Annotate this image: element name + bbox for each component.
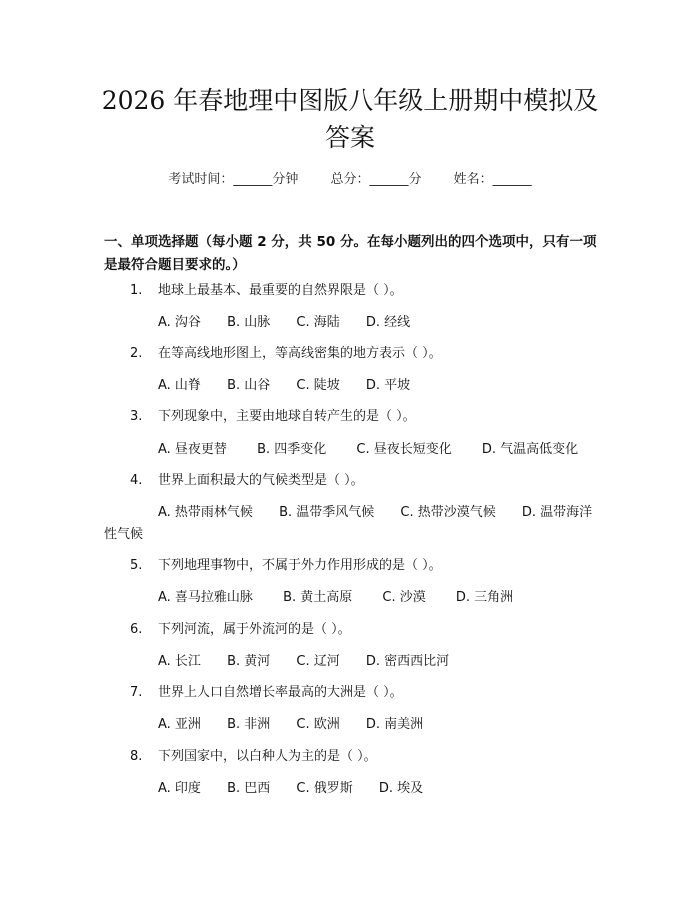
exam-info-line (0, 168, 700, 187)
question-options (158, 375, 432, 397)
option-d: D. 平坡 (365, 378, 411, 393)
option-a: A. 山脊 (158, 378, 201, 393)
option-c: C. 热带沙漠气候 (400, 505, 496, 520)
question-options (158, 778, 445, 800)
question-number: 6. (130, 622, 143, 637)
question-stem: 在等高线地形图上，等高线密集的地方表示（ ）。 (158, 346, 442, 361)
question-stem: 世界上面积最大的气候类型是（ ）。 (158, 473, 364, 488)
option-d: D. 气温高低变化 (481, 442, 579, 457)
option-b: B. 非洲 (227, 717, 271, 732)
question-stem: 下列现象中，主要由地球自转产生的是（ ）。 (158, 409, 416, 424)
option-b: B. 黄河 (227, 654, 271, 669)
option-a: A. 印度 (158, 781, 201, 796)
option-b: B. 四季变化 (257, 442, 327, 457)
option-d: D. 密西西比河 (365, 654, 450, 669)
option-c: C. 辽河 (296, 654, 340, 669)
option-d: D. 南美洲 (365, 717, 424, 732)
question-stem: 世界上人口自然增长率最高的大洲是（ ）。 (158, 685, 403, 700)
question-number: 2. (130, 346, 143, 361)
option-b: B. 山谷 (227, 378, 271, 393)
option-b: B. 山脉 (227, 315, 271, 330)
option-d: D. 埃及 (378, 781, 424, 796)
document-title (60, 82, 640, 156)
question-options (158, 587, 539, 609)
question-number: 5. (130, 558, 143, 573)
option-c: C. 沙漠 (382, 590, 426, 605)
question-options (158, 312, 432, 334)
question-options (104, 502, 600, 546)
option-b: B. 黄土高原 (283, 590, 353, 605)
question-stem: 下列地理事物中，不属于外力作用形成的是（ ）。 (158, 558, 442, 573)
exam-name: 姓名：______ (453, 172, 532, 187)
option-a: A. 昼夜更替 (158, 442, 227, 457)
option-a: A. 沟谷 (158, 315, 201, 330)
question-number: 7. (130, 685, 143, 700)
exam-time: 考试时间：______分钟 (168, 172, 299, 187)
option-a: A. 亚洲 (158, 717, 201, 732)
exam-score: 总分：______分 (330, 172, 422, 187)
option-d: D. 三角洲 (455, 590, 514, 605)
option-a: A. 长江 (158, 654, 201, 669)
question-stem: 下列河流，属于外流河的是（ ）。 (158, 622, 351, 637)
question-options (158, 714, 445, 736)
option-c: C. 俄罗斯 (296, 781, 353, 796)
question-number: 4. (130, 473, 143, 488)
question-stem: 下列国家中，以白种人为主的是（ ）。 (158, 749, 377, 764)
option-d: D. 经线 (365, 315, 411, 330)
title-line-1: 2026 年春地理中图版八年级上册期中模拟及 (101, 86, 599, 115)
question-options (158, 651, 471, 673)
question-number: 3. (130, 409, 143, 424)
option-b: B. 巴西 (227, 781, 271, 796)
option-b: B. 温带季风气候 (279, 505, 375, 520)
option-c: C. 欧洲 (296, 717, 340, 732)
option-d: D. 温带海洋性气候 (104, 505, 593, 542)
option-c: C. 陡坡 (296, 378, 340, 393)
option-c: C. 海陆 (296, 315, 340, 330)
option-a: A. 热带雨林气候 (158, 505, 253, 520)
section-heading: 一、单项选择题（每小题 2 分，共 50 分。在每小题列出的四个选项中，只有一项是最符合题目要求的。） (104, 234, 597, 273)
option-c: C. 昼夜长短变化 (356, 442, 452, 457)
question-options (158, 439, 604, 461)
question-number: 8. (130, 749, 143, 764)
option-a: A. 喜马拉雅山脉 (158, 590, 253, 605)
question-stem: 地球上最基本、最重要的自然界限是（ ）。 (158, 283, 403, 298)
question-number: 1. (130, 283, 143, 298)
title-line-2: 答案 (324, 123, 375, 152)
